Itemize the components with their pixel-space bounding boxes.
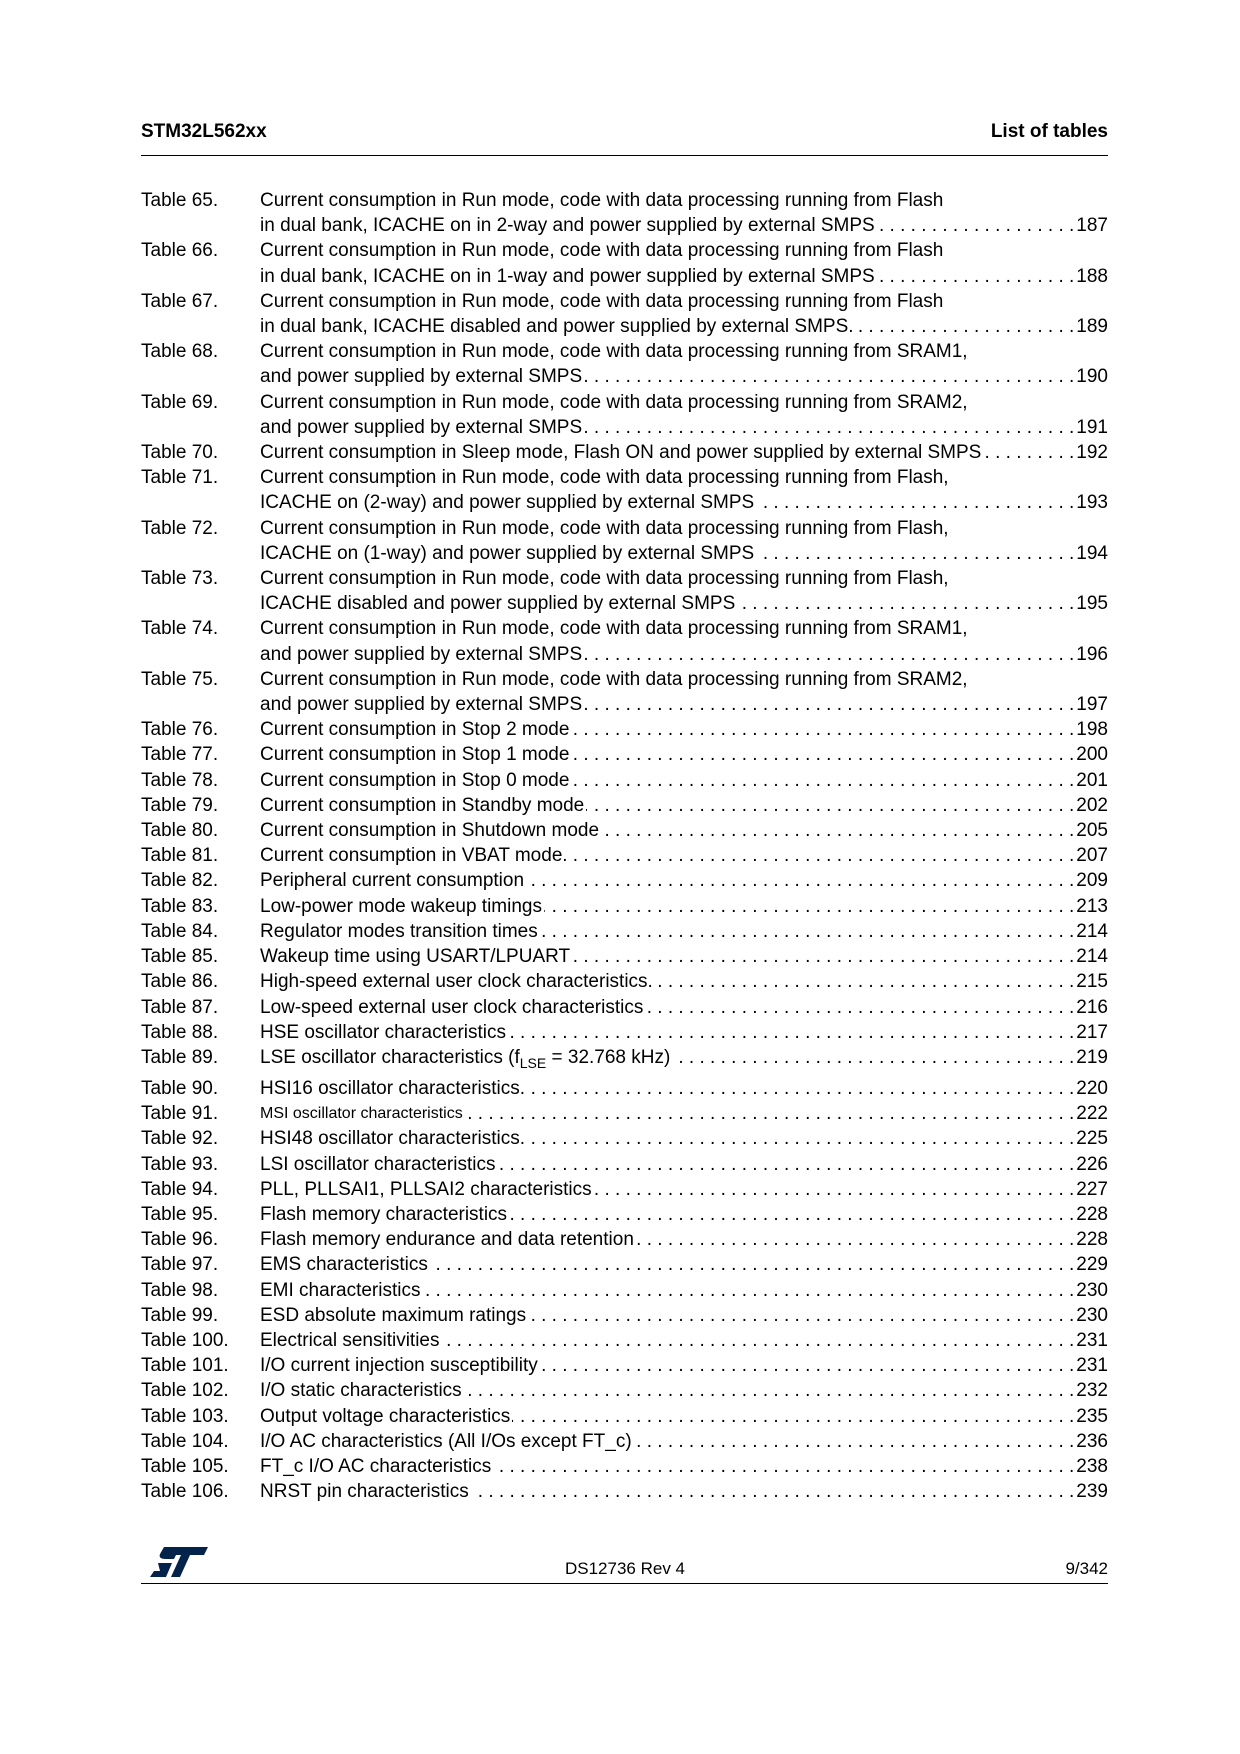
dot-leader — [512, 1404, 1074, 1429]
table-number: Table 81. — [141, 845, 219, 867]
toc-entry[interactable] — [141, 289, 1108, 339]
table-number: Table 67. — [141, 290, 219, 312]
dot-leader — [586, 793, 1074, 818]
table-title[interactable]: Current consumption in Run mode, code with data processing running from SRAM2, — [260, 668, 968, 690]
page-ref[interactable]: 193 — [1076, 492, 1108, 514]
toc-entry[interactable] — [141, 944, 1108, 969]
table-number: Table 103. — [141, 1405, 229, 1427]
toc-entry[interactable] — [141, 1101, 1108, 1126]
dot-leader — [471, 1479, 1075, 1504]
table-title[interactable]: and power supplied by external SMPS — [260, 694, 583, 716]
page-ref[interactable]: 229 — [1076, 1254, 1108, 1276]
toc-entry[interactable] — [141, 616, 1108, 666]
document-id: DS12736 Rev 4 — [564, 1559, 686, 1578]
toc-entry[interactable] — [141, 1429, 1108, 1454]
table-title[interactable]: ESD absolute maximum ratings — [260, 1304, 527, 1326]
table-number: Table 69. — [141, 391, 219, 413]
toc-entry[interactable] — [141, 1378, 1108, 1403]
toc-entry[interactable] — [141, 1076, 1108, 1101]
dot-leader — [464, 1378, 1075, 1403]
table-title[interactable]: Current consumption in Sleep mode, Flash ON and power supplied by external SMPS — [260, 442, 982, 464]
toc-entry[interactable] — [141, 188, 1108, 238]
page-ref[interactable]: 207 — [1076, 845, 1108, 867]
table-number: Table 73. — [141, 568, 219, 590]
page-ref[interactable]: 215 — [1076, 971, 1108, 993]
table-title[interactable]: I/O static characteristics — [260, 1380, 462, 1402]
table-number: Table 72. — [141, 517, 219, 539]
table-number: Table 76. — [141, 719, 219, 741]
page-ref[interactable]: 232 — [1076, 1380, 1108, 1402]
table-title[interactable]: High-speed external user clock characteristics. — [260, 971, 653, 993]
table-title[interactable]: Low-speed external user clock characteristics — [260, 996, 644, 1018]
dot-leader — [544, 894, 1074, 919]
toc-entry[interactable] — [141, 919, 1108, 944]
dot-leader — [422, 1278, 1074, 1303]
toc-entry[interactable] — [141, 717, 1108, 742]
table-title[interactable]: I/O current injection susceptibility — [260, 1355, 538, 1377]
dot-leader — [584, 692, 1074, 717]
table-number: Table 95. — [141, 1203, 219, 1225]
toc-entry[interactable] — [141, 793, 1108, 818]
toc-entry[interactable] — [141, 1454, 1108, 1479]
page-ref[interactable]: 239 — [1076, 1481, 1108, 1503]
toc-entry[interactable] — [141, 1353, 1108, 1378]
table-title[interactable]: Regulator modes transition times — [260, 920, 538, 942]
table-title[interactable]: ICACHE disabled and power supplied by external SMPS — [260, 593, 736, 615]
dot-leader — [527, 1126, 1074, 1151]
toc-entry[interactable] — [141, 1278, 1108, 1303]
dot-leader — [508, 1020, 1074, 1045]
table-number: Table 80. — [141, 820, 219, 842]
table-title[interactable]: MSI oscillator characteristics — [260, 1105, 463, 1123]
dot-leader — [540, 1353, 1075, 1378]
table-number: Table 98. — [141, 1279, 219, 1301]
table-number: Table 70. — [141, 442, 219, 464]
table-title[interactable]: Current consumption in Stop 1 mode — [260, 744, 570, 766]
dot-leader — [465, 1101, 1075, 1126]
toc-entry[interactable] — [141, 1404, 1108, 1429]
table-number: Table 100. — [141, 1329, 229, 1351]
toc-entry[interactable] — [141, 566, 1108, 616]
table-number: Table 93. — [141, 1153, 219, 1175]
table-number: Table 77. — [141, 744, 219, 766]
table-title[interactable]: and power supplied by external SMPS — [260, 416, 583, 438]
toc-entry[interactable] — [141, 1045, 1108, 1076]
table-title[interactable]: HSI16 oscillator characteristics. — [260, 1077, 526, 1099]
table-title[interactable]: Current consumption in VBAT mode — [260, 845, 563, 867]
table-title[interactable]: in dual bank, ICACHE on in 2-way and power supplied by external SMPS — [260, 215, 875, 237]
page-ref[interactable]: 231 — [1076, 1355, 1108, 1377]
page-ref[interactable]: 209 — [1076, 870, 1108, 892]
table-number: Table 106. — [141, 1481, 229, 1503]
page-ref[interactable]: 236 — [1076, 1430, 1108, 1452]
toc-entry[interactable] — [141, 1328, 1108, 1353]
table-title[interactable]: Peripheral current consumption — [260, 870, 525, 892]
table-title[interactable]: HSI48 oscillator characteristics. — [260, 1128, 526, 1150]
page-ref[interactable]: 227 — [1076, 1178, 1108, 1200]
table-title[interactable]: and power supplied by external SMPS — [260, 643, 583, 665]
table-number: Table 83. — [141, 895, 219, 917]
header-product: STM32L562xx — [141, 121, 267, 142]
dot-leader — [983, 440, 1074, 465]
table-number: Table 102. — [141, 1380, 229, 1402]
page-ref[interactable]: 225 — [1076, 1128, 1108, 1150]
list-of-tables — [141, 188, 1108, 1504]
table-number: Table 71. — [141, 467, 219, 489]
table-number: Table 91. — [141, 1103, 219, 1125]
table-number: Table 105. — [141, 1455, 229, 1477]
table-title[interactable]: LSE oscillator characteristics ($f_{LSE} = 32.768$ kHz) — [260, 1046, 671, 1071]
dot-leader — [493, 1454, 1074, 1479]
dot-leader — [672, 1045, 1074, 1076]
table-number: Table 104. — [141, 1430, 229, 1452]
page-ref[interactable]: 213 — [1076, 895, 1108, 917]
table-title[interactable]: Low-power mode wakeup timings — [260, 895, 542, 917]
toc-entry[interactable] — [141, 1177, 1108, 1202]
table-title[interactable]: LSI oscillator characteristics — [260, 1153, 496, 1175]
table-title[interactable]: PLL, PLLSAI1, PLLSAI2 characteristics — [260, 1178, 592, 1200]
page-ref[interactable]: 188 — [1076, 265, 1108, 287]
page-ref[interactable]: 220 — [1076, 1077, 1108, 1099]
dot-leader — [584, 642, 1074, 667]
table-number: Table 96. — [141, 1229, 219, 1251]
toc-entry[interactable] — [141, 969, 1108, 994]
dot-leader — [571, 742, 1074, 767]
table-title[interactable]: Current consumption in Run mode, code with data processing running from SRAM1, — [260, 618, 968, 640]
toc-entry[interactable] — [141, 995, 1108, 1020]
table-number: Table 101. — [141, 1355, 229, 1377]
table-title[interactable]: Current consumption in Run mode, code with data processing running from SRAM1, — [260, 341, 968, 363]
toc-entry[interactable] — [141, 390, 1108, 440]
table-title[interactable]: Flash memory characteristics — [260, 1203, 508, 1225]
table-number: Table 79. — [141, 794, 219, 816]
dot-leader — [737, 591, 1074, 616]
page-number: 9/342 — [1065, 1559, 1108, 1578]
table-number: Table 89. — [141, 1046, 219, 1068]
toc-entry[interactable] — [141, 1126, 1108, 1151]
table-title[interactable]: Current consumption in Run mode, code with data processing running from Flash — [260, 290, 944, 312]
dot-leader — [636, 1227, 1074, 1252]
toc-entry[interactable] — [141, 1479, 1108, 1504]
toc-entry[interactable] — [141, 440, 1108, 465]
table-title[interactable]: ICACHE on (2-way) and power supplied by external SMPS — [260, 492, 755, 514]
dot-leader — [584, 415, 1074, 440]
page-ref[interactable]: 198 — [1076, 719, 1108, 741]
table-number: Table 97. — [141, 1254, 219, 1276]
page-ref[interactable]: 217 — [1076, 1021, 1108, 1043]
table-title[interactable]: EMI characteristics — [260, 1279, 421, 1301]
toc-entry[interactable] — [141, 742, 1108, 767]
page-ref[interactable]: 194 — [1076, 542, 1108, 564]
toc-entry[interactable] — [141, 667, 1108, 717]
toc-entry[interactable] — [141, 339, 1108, 389]
dot-leader — [756, 490, 1074, 515]
table-title[interactable]: Current consumption in Run mode, code with data processing running from Flash, — [260, 467, 949, 489]
table-number: Table 87. — [141, 996, 219, 1018]
dot-leader — [634, 1429, 1075, 1454]
page-ref[interactable]: 191 — [1076, 416, 1108, 438]
toc-entry[interactable] — [141, 868, 1108, 893]
table-number: Table 65. — [141, 190, 219, 211]
toc-entry[interactable] — [141, 238, 1108, 288]
dot-leader — [497, 1152, 1074, 1177]
table-number: Table 66. — [141, 240, 219, 262]
dot-leader — [571, 717, 1074, 742]
page-ref[interactable]: 228 — [1076, 1229, 1108, 1251]
dot-leader — [645, 995, 1074, 1020]
dot-leader — [601, 818, 1074, 843]
dot-leader — [856, 314, 1075, 339]
table-title[interactable]: Current consumption in Stop 0 mode — [260, 769, 570, 791]
table-title[interactable]: Wakeup time using USART/LPUART — [260, 946, 571, 968]
page-ref[interactable]: 228 — [1076, 1203, 1108, 1225]
table-number: Table 75. — [141, 668, 219, 690]
table-title[interactable]: Current consumption in Run mode, code with data processing running from SRAM2, — [260, 391, 968, 413]
table-title[interactable]: in dual bank, ICACHE disabled and power supplied by external SMPS. — [260, 316, 854, 338]
toc-entry[interactable] — [141, 843, 1108, 868]
dot-leader — [655, 969, 1074, 994]
page-ref[interactable]: 196 — [1076, 643, 1108, 665]
table-title[interactable]: Current consumption in Standby mode — [260, 794, 585, 816]
table-number: Table 74. — [141, 618, 219, 640]
page-ref[interactable]: 238 — [1076, 1455, 1108, 1477]
table-number: Table 92. — [141, 1128, 219, 1150]
dot-leader — [564, 843, 1074, 868]
dot-leader — [526, 868, 1074, 893]
table-title[interactable]: HSE oscillator characteristics — [260, 1021, 507, 1043]
toc-entry[interactable] — [141, 1202, 1108, 1227]
table-title[interactable]: Current consumption in Run mode, code with data processing running from Flash — [260, 240, 944, 262]
dot-leader — [572, 944, 1074, 969]
table-title[interactable]: in dual bank, ICACHE on in 1-way and power supplied by external SMPS — [260, 265, 875, 287]
page-ref[interactable]: 202 — [1076, 794, 1108, 816]
toc-entry[interactable] — [141, 894, 1108, 919]
table-number: Table 82. — [141, 870, 219, 892]
page-ref[interactable]: 197 — [1076, 694, 1108, 716]
page-ref[interactable]: 222 — [1076, 1103, 1108, 1125]
dot-leader — [430, 1252, 1074, 1277]
table-number: Table 86. — [141, 971, 219, 993]
dot-leader — [527, 1076, 1074, 1101]
dot-leader — [540, 919, 1075, 944]
page-ref[interactable]: 226 — [1076, 1153, 1108, 1175]
header-section: List of tables — [990, 121, 1108, 142]
dot-leader — [571, 768, 1074, 793]
page-ref[interactable]: 195 — [1076, 593, 1108, 615]
toc-entry[interactable] — [141, 1152, 1108, 1177]
page-header — [141, 121, 1108, 143]
table-title[interactable]: Current consumption in Run mode, code with data processing running from Flash — [260, 190, 944, 211]
page-ref[interactable]: 230 — [1076, 1279, 1108, 1301]
table-title[interactable]: Electrical sensitivities — [260, 1329, 440, 1351]
table-number: Table 90. — [141, 1077, 219, 1099]
dot-leader — [877, 264, 1075, 289]
page-ref[interactable]: 187 — [1076, 215, 1108, 237]
page-ref[interactable]: 216 — [1076, 996, 1108, 1018]
toc-entry[interactable] — [141, 465, 1108, 515]
table-number: Table 68. — [141, 341, 219, 363]
table-title[interactable]: ICACHE on (1-way) and power supplied by external SMPS — [260, 542, 755, 564]
page-ref[interactable]: 205 — [1076, 820, 1108, 842]
page-ref[interactable]: 190 — [1076, 366, 1108, 388]
table-title[interactable]: Current consumption in Run mode, code with data processing running from Flash, — [260, 517, 949, 539]
toc-entry[interactable] — [141, 516, 1108, 566]
dot-leader — [594, 1177, 1075, 1202]
toc-entry[interactable] — [141, 1303, 1108, 1328]
table-title[interactable]: Current consumption in Stop 2 mode — [260, 719, 570, 741]
page-ref[interactable]: 230 — [1076, 1304, 1108, 1326]
table-number: Table 94. — [141, 1178, 219, 1200]
dot-leader — [509, 1202, 1074, 1227]
table-title[interactable]: and power supplied by external SMPS — [260, 366, 583, 388]
page-ref[interactable]: 192 — [1076, 442, 1108, 464]
page-ref[interactable]: 214 — [1076, 920, 1108, 942]
page-ref[interactable]: 235 — [1076, 1405, 1108, 1427]
page-ref[interactable]: 200 — [1076, 744, 1108, 766]
table-number: Table 78. — [141, 769, 219, 791]
toc-entry[interactable] — [141, 818, 1108, 843]
table-title[interactable]: Output voltage characteristics — [260, 1405, 511, 1427]
page-ref[interactable]: 231 — [1076, 1329, 1108, 1351]
table-number: Table 99. — [141, 1304, 219, 1326]
header-divider — [141, 155, 1108, 156]
table-number: Table 88. — [141, 1021, 219, 1043]
table-title[interactable]: NRST pin characteristics — [260, 1481, 469, 1503]
toc-entry[interactable] — [141, 1020, 1108, 1045]
dot-leader — [584, 364, 1074, 389]
footer-divider — [141, 1583, 1108, 1584]
page-ref[interactable]: 189 — [1076, 316, 1108, 338]
dot-leader — [528, 1303, 1074, 1328]
table-title[interactable]: Current consumption in Run mode, code with data processing running from Flash, — [260, 568, 949, 590]
dot-leader — [877, 213, 1075, 238]
table-title[interactable]: EMS characteristics — [260, 1254, 428, 1276]
table-title[interactable]: Flash memory endurance and data retention — [260, 1229, 634, 1251]
table-title[interactable]: FT_c I/O AC characteristics — [260, 1455, 492, 1477]
table-title[interactable]: Current consumption in Shutdown mode — [260, 820, 600, 842]
toc-entry[interactable] — [141, 1227, 1108, 1252]
toc-entry[interactable] — [141, 1252, 1108, 1277]
dot-leader — [756, 541, 1074, 566]
table-number: Table 85. — [141, 946, 219, 968]
table-title[interactable]: I/O AC characteristics (All I/Os except FT_c) — [260, 1430, 632, 1452]
table-number: Table 84. — [141, 920, 219, 942]
dot-leader — [442, 1328, 1075, 1353]
page-ref[interactable]: 219 — [1076, 1046, 1108, 1068]
toc-entry[interactable] — [141, 768, 1108, 793]
page-ref[interactable]: 201 — [1076, 769, 1108, 791]
page-ref[interactable]: 214 — [1076, 946, 1108, 968]
